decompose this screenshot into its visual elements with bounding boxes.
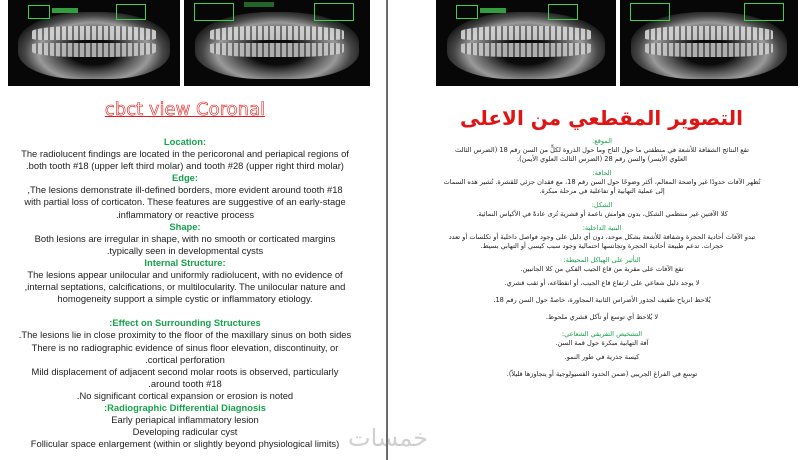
english-title: cbct view Coronal [104, 99, 266, 120]
section-line: Follicular space enlargement (within or slightly beyond physiological limits) [30, 438, 340, 450]
section-heading: التأثير على الهياكل المحيطة: [563, 256, 641, 264]
section-line: آفة التهابية مبكرة حول قمة السن. [555, 339, 649, 347]
section-heading: Location: [163, 136, 207, 147]
watermark-logo: خمسات [348, 424, 429, 452]
section-heading: الشكل: [591, 201, 613, 209]
arabic-section [408, 370, 796, 379]
section-line: Developing radicular cyst [132, 426, 238, 438]
cbct-scan-image [436, 0, 616, 86]
section-line: حجرات. تدعم طبيعة أحادية الحجرة وتجانسها احتمالية وجود سبب كيسي أو التهابي بسيط. [480, 242, 724, 250]
section-line: There is no radiographic evidence of sinus floor elevation, discontinuity, or [31, 341, 339, 353]
arabic-section [408, 353, 796, 362]
arabic-section [408, 224, 796, 251]
section-line: .No significant cortical expansion or erosion is noted [76, 389, 294, 401]
section-line: .cortical perforation [145, 353, 225, 365]
scan-image-row-left [8, 0, 370, 86]
section-line: لا يُلاحظ أي توسع أو تآكل قشري ملحوظ. [545, 313, 659, 321]
section-line: لا يوجد دليل شعاعي على ارتفاع قاع الجيب، أو انقطاعه، أو ثقب قشري. [504, 279, 700, 287]
section-line: توسع في الفراغ الجريبي (ضمن الحدود الفسيولوجية أو يتجاوزها قليلاً). [506, 370, 698, 378]
section-heading: Edge: [171, 172, 199, 184]
section-line: العلوي الأيسر) والسن رقم 28 (الضرس الثالث العلوي الأيمن). [517, 155, 687, 163]
section-line: كلا الآفتين غير منتظمي الشكل، بدون هوامش ناعمة أو قشرية تُرى عادةً في الأكياس النمائية. [476, 210, 728, 218]
english-report-body [4, 136, 366, 450]
section-heading: :Radiographic Differential Diagnosis [103, 401, 266, 413]
section-line: homogeneity support a simple cystic or inflammatory etiology. [57, 293, 313, 305]
section-line: Early periapical inflammatory lesion [111, 414, 259, 426]
section-line: يُلاحظ انزياح طفيف لجذور الأضراس الثانية المجاورة، خاصةً حول السن رقم 18. [493, 296, 711, 304]
section-line: تُظهر الآفات حدودًا غير واضحة المعالم، أكثر وضوحًا حول السن رقم 18، مع فقدان جزئي للقشرة. تُشير هذه السمات [443, 178, 761, 186]
section-heading: الحافة: [592, 169, 612, 177]
cbct-scan-image [8, 0, 180, 86]
section-line: كيسة جذرية في طور النمو. [564, 353, 640, 361]
section-line: with partial loss of corticaton. These features are suggestive of an early-stage [24, 196, 346, 208]
section-line: .around tooth #18 [148, 377, 222, 389]
page-divider [386, 0, 388, 460]
arabic-report-body [408, 137, 796, 387]
section-line: Both lesions are irregular in shape, with no smooth or corticated margins [34, 232, 336, 244]
section-heading: الموقع: [592, 137, 612, 145]
section-heading: Internal Structure: [144, 256, 226, 268]
section-heading: التشخيص التفريقي الشعاعي: [561, 330, 643, 338]
section-line: The lesions appear unilocular and uniformly radiolucent, with no evidence of [27, 269, 343, 281]
section-line: .both tooth #18 (upper left third molar) and tooth #28 (upper right third molar) [26, 160, 344, 172]
section-line: Mild displacement of adjacent second molar roots is observed, particularly [31, 365, 339, 377]
scan-image-row-right [436, 0, 798, 86]
section-line: ,The lesions demonstrate ill-defined borders, more evident around tooth #18 [27, 184, 343, 196]
arabic-section [408, 296, 796, 305]
section-line: تقع النتائج الشفافة للأشعة في منطقتي ما حول التاج وما حول الذروة لكلٍّ من السن رقم 18 (الضرس الثالث [455, 146, 749, 154]
arabic-section [408, 256, 796, 274]
section-line: تقع الآفات على مقربة من قاع الجيب الفكي من كلا الجانبين. [520, 265, 684, 273]
cbct-scan-image [620, 0, 798, 86]
arabic-section [408, 330, 796, 348]
section-line: تبدو الآفات أحادية الحجرة وشفافة للأشعة بشكل موحد، دون أي دليل على وجود فواصل داخلية أو تكلسات أو تعدد [448, 233, 756, 241]
cbct-scan-image [184, 0, 370, 86]
section-line: .inflammatory or reactive process [115, 208, 255, 220]
arabic-section [408, 279, 796, 288]
arabic-title: التصوير المقطعي من الاعلى [460, 106, 743, 130]
section-line: The radiolucent findings are located in the pericoronal and periapical regions of [21, 148, 349, 160]
arabic-section [408, 137, 796, 164]
section-line: إلى عملية التهابية أو تفاعلية في مرحلة مبكرة. [539, 187, 665, 195]
section-line: .The lesions lie in close proximity to the floor of the maxillary sinus on both sides [18, 329, 352, 341]
section-heading: Shape: [169, 220, 201, 232]
section-line: .typically seen in developmental cysts [106, 244, 264, 256]
arabic-section [408, 169, 796, 196]
section-heading: :Effect on Surrounding Structures [109, 317, 261, 329]
section-heading: البنية الداخلية: [582, 224, 622, 232]
section-gap [4, 305, 366, 317]
arabic-section [408, 313, 796, 322]
section-line: ,internal septations, calcifications, or multilocularity. The unilocular nature and [24, 281, 346, 293]
arabic-section [408, 201, 796, 219]
